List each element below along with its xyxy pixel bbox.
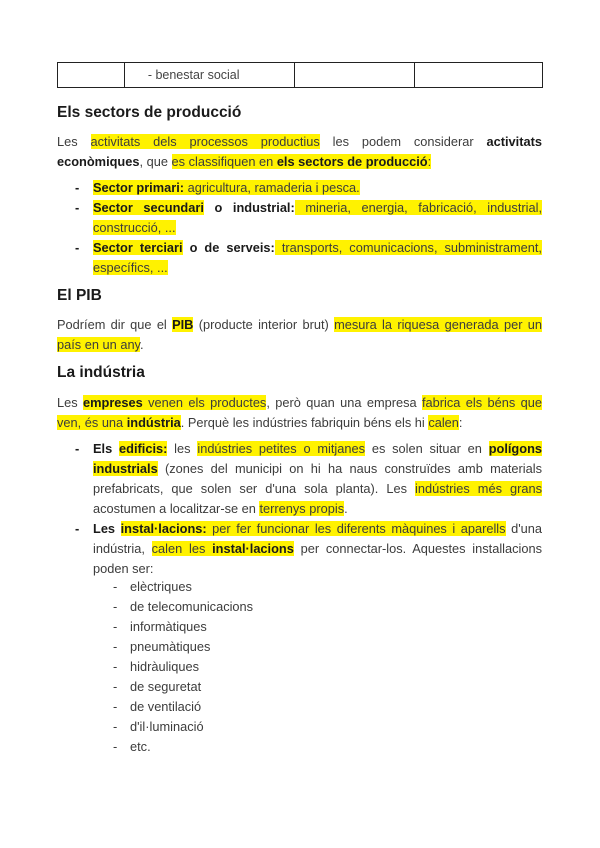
sectors-intro-paragraph — [57, 132, 542, 172]
highlighted-text: per fer funcionar les diferents màquines i aparells — [206, 521, 506, 536]
highlighted-text: transports, comunicacions, subministrament, específics, ... — [93, 240, 542, 275]
highlighted-text: mesura la riquesa generada per un país en un any — [57, 317, 542, 352]
bold-highlighted-term: instal·lacions: — [120, 521, 207, 536]
bold-highlighted-term: empreses — [83, 395, 143, 410]
highlighted-text: fabrica els béns que ven, és una — [57, 395, 542, 430]
bold-highlighted-term: instal·lacions — [212, 541, 294, 556]
highlighted-text: mineria, energia, fabricació, industrial, construcció, ... — [93, 200, 542, 235]
bold-highlighted-term: PIB — [172, 317, 194, 332]
bold-highlighted-term: Sector secundari — [93, 200, 204, 215]
pib-paragraph — [57, 315, 542, 355]
highlighted-text: agricultura, ramaderia i pesca. — [184, 180, 360, 195]
bold-term: Les — [93, 521, 121, 536]
table-row-fragment — [57, 62, 543, 88]
bold-highlighted-term: polígons industrials — [93, 441, 542, 476]
list-item — [57, 238, 542, 278]
bold-term: o industrial: — [203, 200, 295, 215]
bold-highlighted-term: edificis: — [119, 441, 168, 456]
industria-intro-paragraph — [57, 393, 542, 433]
table-cell — [58, 63, 125, 88]
text-run: . — [344, 501, 348, 516]
highlighted-text: : — [427, 154, 432, 169]
highlighted-text: es classifiquen en — [171, 154, 277, 169]
bold-term: o de serveis: — [182, 240, 275, 255]
highlighted-text: calen les — [151, 541, 213, 556]
list-item: - d'il·luminació — [113, 717, 253, 737]
list-item: - de ventilació — [113, 697, 253, 717]
text-run: les podem considerar — [319, 134, 487, 149]
text-run: : — [458, 415, 463, 430]
bold-highlighted-term: indústria — [126, 415, 181, 430]
section-heading-sectors: Els sectors de producció — [57, 104, 242, 121]
bold-highlighted-term: els sectors de producció — [276, 154, 428, 169]
list-item: - elèctriques — [113, 577, 253, 597]
text-run: per connectar-los. Aquestes installacions poden ser: — [93, 541, 543, 576]
highlighted-text: indústries més grans — [415, 481, 542, 496]
bold-highlighted-term: Sector terciari — [93, 240, 183, 255]
section-heading-industria: La indústria — [57, 364, 145, 381]
highlighted-text: indústries petites o mitjanes — [197, 441, 366, 456]
text-run: , però quan una empresa — [266, 395, 422, 410]
list-item: - pneumàtiques — [113, 637, 253, 657]
text-run: . — [140, 337, 144, 352]
text-run: acostumen a localitzar-se en — [93, 501, 260, 516]
list-item: - etc. — [113, 737, 253, 757]
industria-requirements-list — [57, 439, 542, 579]
list-item — [57, 178, 542, 198]
list-item-installacions — [57, 519, 542, 579]
installation-types-list — [113, 577, 253, 757]
list-item-edificis — [57, 439, 542, 519]
highlighted-text: venen els productes — [142, 395, 267, 410]
text-run: es solen situar en — [365, 441, 489, 456]
list-item — [57, 198, 542, 238]
sectors-list — [57, 178, 542, 278]
highlighted-text: activitats dels processos productius — [90, 134, 320, 149]
list-item: - hidràuliques — [113, 657, 253, 677]
list-item: - de seguretat — [113, 677, 253, 697]
text-run: . Perquè les indústries fabriquin béns els hi — [180, 415, 429, 430]
text-run: Les — [57, 134, 91, 149]
highlighted-text: terrenys propis — [259, 501, 345, 516]
table-cell: - benestar social — [124, 63, 294, 88]
text-run: Les — [57, 395, 84, 410]
text-run: les — [167, 441, 198, 456]
table-row — [58, 63, 543, 88]
text-run: (zones del municipi on hi ha naus construïdes amb materials prefabricats, que solen ser d'una sola planta). Les — [93, 461, 542, 496]
text-run: Podríem dir que el — [57, 317, 173, 332]
list-item: - de telecomunicacions — [113, 597, 253, 617]
text-run: , que — [139, 154, 172, 169]
table-cell — [415, 63, 543, 88]
text-run: d'una indústria, — [93, 521, 543, 556]
highlighted-text: calen — [428, 415, 459, 430]
list-item: - informàtiques — [113, 617, 253, 637]
section-heading-pib: El PIB — [57, 287, 102, 304]
table-cell — [294, 63, 414, 88]
bold-term: Els — [93, 441, 120, 456]
bold-term: activitats econòmiques — [57, 134, 542, 169]
text-run: (producte interior brut) — [193, 317, 335, 332]
bold-highlighted-term: Sector primari: — [93, 180, 185, 195]
